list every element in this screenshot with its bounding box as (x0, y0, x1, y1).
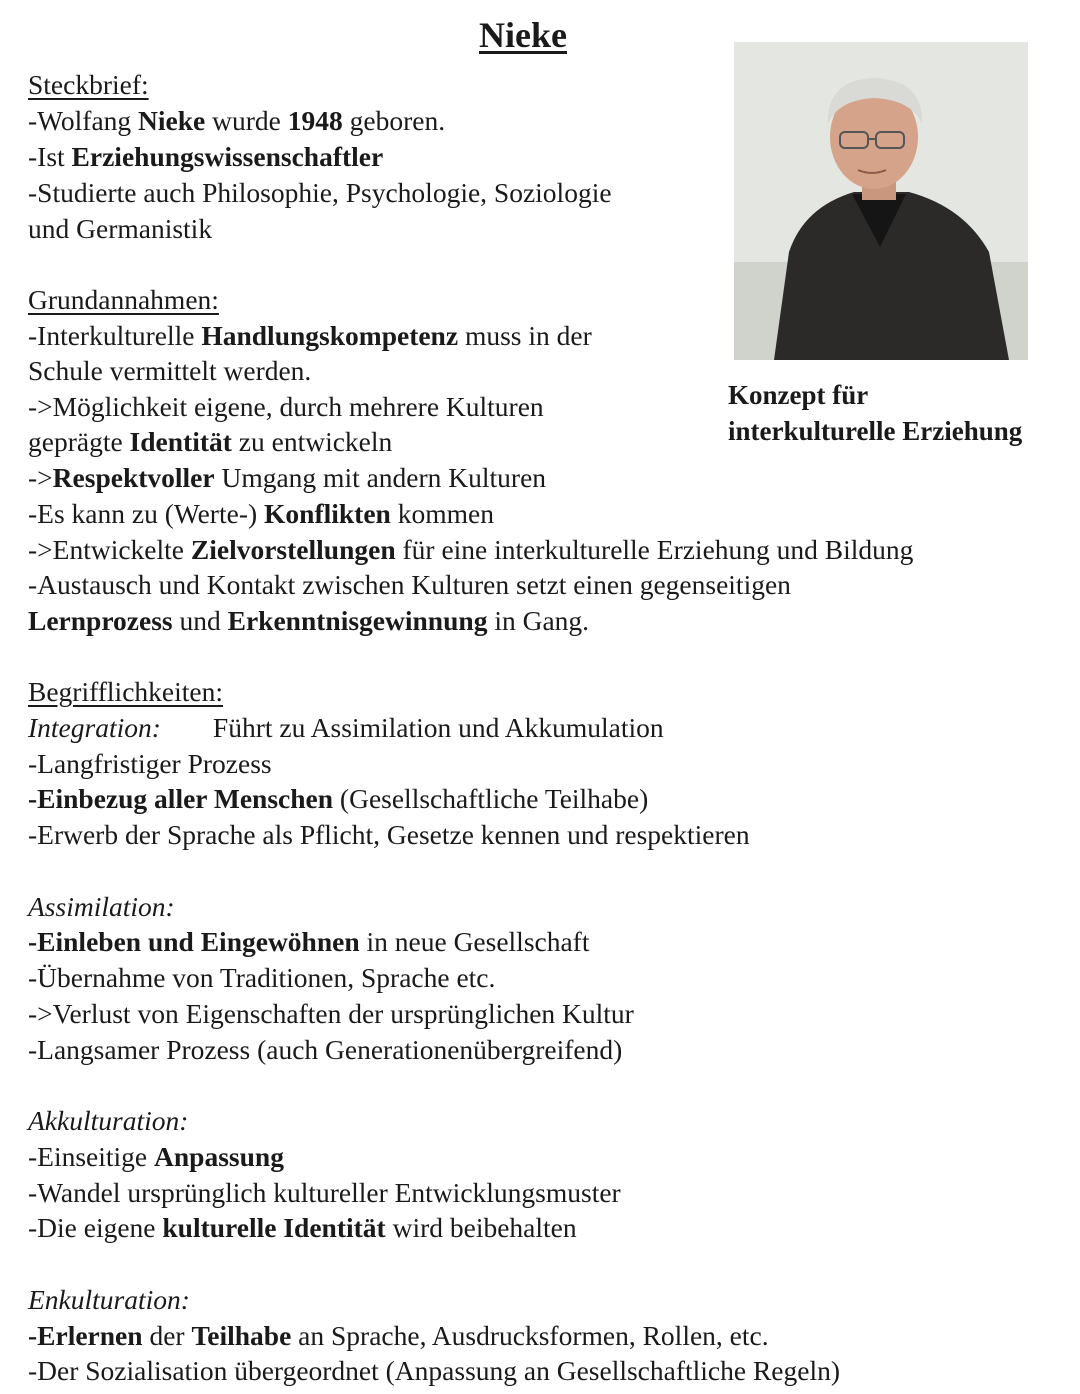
portrait-photo (734, 42, 1028, 360)
text: -Ist (28, 141, 72, 172)
bold-text: Erkenntnisgewinnung (227, 605, 488, 636)
heading-text: Steckbrief: (28, 69, 149, 100)
grundannahmen-line: Schule vermittelt werden. (28, 355, 312, 386)
enkulturation-term-line (28, 1282, 190, 1318)
text: geprägte (28, 426, 130, 457)
grundannahmen-line: ->Möglichkeit eigene, durch mehrere Kulturen (28, 391, 544, 422)
grundannahmen-line: -Austausch und Kontakt zwischen Kulturen setzt einen gegenseitigen (28, 569, 791, 600)
grundannahmen-heading (28, 282, 219, 318)
bold-text: kulturelle Identität (162, 1212, 386, 1243)
bold-text: -Einleben und Eingewöhnen (28, 926, 360, 957)
assimilation-line: -Langsamer Prozess (auch Generationenübergreifend) (28, 1034, 623, 1065)
akkulturation-term-line (28, 1103, 188, 1139)
integration-line: -Erwerb der Sprache als Pflicht, Gesetze kennen und respektieren (28, 819, 750, 850)
bold-text: Zielvorstellungen (190, 534, 396, 565)
text: in neue Gesellschaft (359, 926, 590, 957)
bold-text: -Einbezug aller Menschen (28, 783, 334, 814)
term-text: Enkulturation: (28, 1284, 190, 1315)
text: (Gesellschaftliche Teilhabe) (333, 783, 649, 814)
enkulturation-line: -Der Sozialisation übergeordnet (Anpassung an Gesellschaftliche Regeln) (28, 1355, 841, 1386)
bold-text: Konflikten (264, 498, 391, 529)
grundannahmen-line (28, 603, 589, 639)
akkulturation-line (28, 1210, 577, 1246)
assimilation-line: ->Verlust von Eigenschaften der ursprünglichen Kultur (28, 998, 634, 1029)
text: -Wolfang (28, 105, 139, 136)
text: muss in der (458, 320, 592, 351)
text: -Es kann zu (Werte-) (28, 498, 265, 529)
grundannahmen-line (28, 424, 392, 460)
photo-caption-line1: Konzept für (728, 380, 869, 410)
bold-text: 1948 (287, 105, 343, 136)
text: und (172, 605, 228, 636)
assimilation-line: -Übernahme von Traditionen, Sprache etc. (28, 962, 496, 993)
bold-text: -Erlernen (28, 1320, 143, 1351)
bold-text: Identität (129, 426, 232, 457)
text: -Die eigene (28, 1212, 163, 1243)
portrait-illustration (734, 42, 1028, 360)
enkulturation-line (28, 1318, 769, 1354)
text: wurde (205, 105, 288, 136)
text: der (142, 1320, 192, 1351)
text: geboren. (342, 105, 446, 136)
term-text: Assimilation: (28, 891, 175, 922)
text: wird beibehalten (385, 1212, 577, 1243)
steckbrief-line: und Germanistik (28, 213, 213, 244)
heading-text: Grundannahmen: (28, 284, 219, 315)
grundannahmen-line (28, 460, 546, 496)
bold-text: Nieke (138, 105, 206, 136)
text: für eine interkulturelle Erziehung und Bildung (395, 534, 914, 565)
bold-text: Anpassung (154, 1141, 284, 1172)
integration-line (28, 781, 648, 817)
begriffe-heading (28, 674, 223, 710)
text: -Interkulturelle (28, 320, 202, 351)
term-text: Akkulturation: (28, 1105, 189, 1136)
steckbrief-line (28, 103, 445, 139)
grundannahmen-line (28, 532, 913, 568)
akkulturation-line: -Wandel ursprünglich kultureller Entwicklungsmuster (28, 1177, 621, 1208)
grundannahmen-line (28, 496, 494, 532)
bold-text: Respektvoller (52, 462, 215, 493)
text: Führt zu Assimilation und Akkumulation (212, 712, 664, 743)
steckbrief-line (28, 139, 383, 175)
bold-text: Erziehungswissenschaftler (71, 141, 384, 172)
assimilation-line (28, 924, 589, 960)
text: kommen (390, 498, 494, 529)
integration-line: -Langfristiger Prozess (28, 748, 272, 779)
text: zu entwickeln (231, 426, 393, 457)
bold-text: Lernprozess (28, 605, 173, 636)
text: in Gang. (487, 605, 590, 636)
bold-text: Handlungskompetenz (201, 320, 459, 351)
photo-caption-line2: interkulturelle Erziehung (728, 416, 1023, 446)
akkulturation-line (28, 1139, 284, 1175)
assimilation-term-line (28, 889, 175, 925)
heading-text: Begrifflichkeiten: (28, 676, 223, 707)
term-text: Integration: (28, 712, 161, 743)
text: an Sprache, Ausdrucksformen, Rollen, etc. (291, 1320, 769, 1351)
text: -Einseitige (28, 1141, 155, 1172)
text: -> (28, 462, 53, 493)
bold-text: Teilhabe (191, 1320, 292, 1351)
text: Umgang mit andern Kulturen (214, 462, 547, 493)
steckbrief-heading (28, 67, 149, 103)
grundannahmen-line (28, 318, 592, 354)
text: ->Entwickelte (28, 534, 191, 565)
integration-term-line (28, 710, 664, 746)
steckbrief-line: -Studierte auch Philosophie, Psychologie, Soziologie (28, 177, 612, 208)
page-title: Nieke (479, 15, 567, 55)
